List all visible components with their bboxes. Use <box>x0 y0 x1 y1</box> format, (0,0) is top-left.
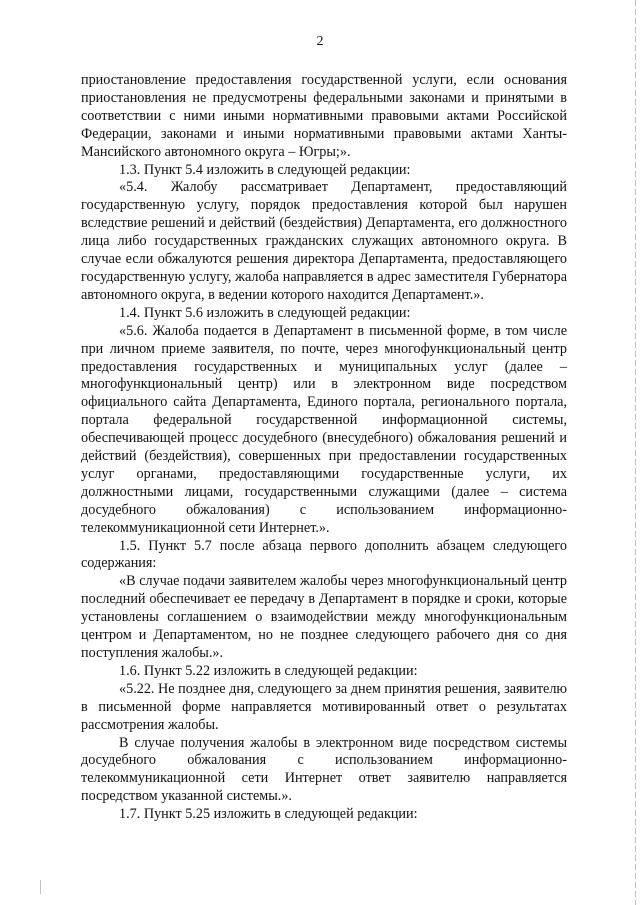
paragraph-item-1-6: 1.6. Пункт 5.22 изложить в следующей редакции: <box>119 662 418 679</box>
page-number: 2 <box>316 34 324 49</box>
paragraph-item-1-4: 1.4. Пункт 5.6 изложить в следующей редакции: <box>119 304 411 321</box>
scan-artifact <box>40 880 41 894</box>
paragraph-item-1-5: 1.5. Пункт 5.7 после абзаца первого дополнить абзацем следующего содержания: <box>81 537 567 572</box>
document-body <box>81 72 567 824</box>
paragraph-clause-5-4: «5.4. Жалобу рассматривает Департамент, предоставляющий государственную услугу, порядок предоставления которой был нарушен вследствие решений и действий (бездействия) Департамента, его должностного лица либо государственных гражданских служащих автономного округа. В случае если обжалуются решения директора Департамента, предоставляющего государственную услугу, жалоба направляется в адрес заместителя Губернатора автономного округа, в ведении которого находится Департамент.». <box>81 179 567 303</box>
paragraph-item-1-3: 1.3. Пункт 5.4 изложить в следующей редакции: <box>119 161 411 178</box>
paragraph-continuation: приостановление предоставления государственной услуги, если основания приостановления не предусмотрены федеральными законами и принятыми в соответствии с ними иными нормативными правовыми актами Российской Федерации, законами и иными нормативными правовыми актами Ханты-Мансийского автономного округа – Югры;». <box>81 72 567 160</box>
scan-edge <box>635 0 636 905</box>
paragraph-clause-5-22-electronic: В случае получения жалобы в электронном виде посредством системы досудебного обжалования с использованием информационно-телекоммуникационной сети Интернет ответ заявителю направляется посредством указанной системы.». <box>81 734 567 805</box>
paragraph-clause-5-6: «5.6. Жалоба подается в Департамент в письменной форме, в том числе при личном приеме заявителя, по почте, через многофункциональный центр предоставления государственных и муниципальных услуг (далее – многофункциональный центр) или в электронном виде посредством официального сайта Департамента, Единого портала, регионального портала, портала федеральной государственной информационной системы, обеспечивающей процесс досудебного (внесудебного) обжалования решений и действий (бездействия), совершенных при предоставлении государственных услуг органами, предоставляющими государственные услуги, их должностными лицами, государственными служащими (далее – система досудебного обжалования) с использованием информационно-телекоммуникационной сети Интернет.». <box>81 322 567 536</box>
paragraph-item-1-7: 1.7. Пункт 5.25 изложить в следующей редакции: <box>119 806 418 823</box>
paragraph-clause-5-7-addition: «В случае подачи заявителем жалобы через многофункциональный центр последний обеспечивает ее передачу в Департамент в порядке и сроки, которые установлены соглашением о взаимодействии между многофункциональным центром и Департаментом, но не позднее следующего рабочего дня со дня поступления жалобы.». <box>81 573 567 661</box>
paragraph-clause-5-22: «5.22. Не позднее дня, следующего за днем принятия решения, заявителю в письменной форме направляется мотивированный ответ о результатах рассмотрения жалобы. <box>81 680 567 733</box>
